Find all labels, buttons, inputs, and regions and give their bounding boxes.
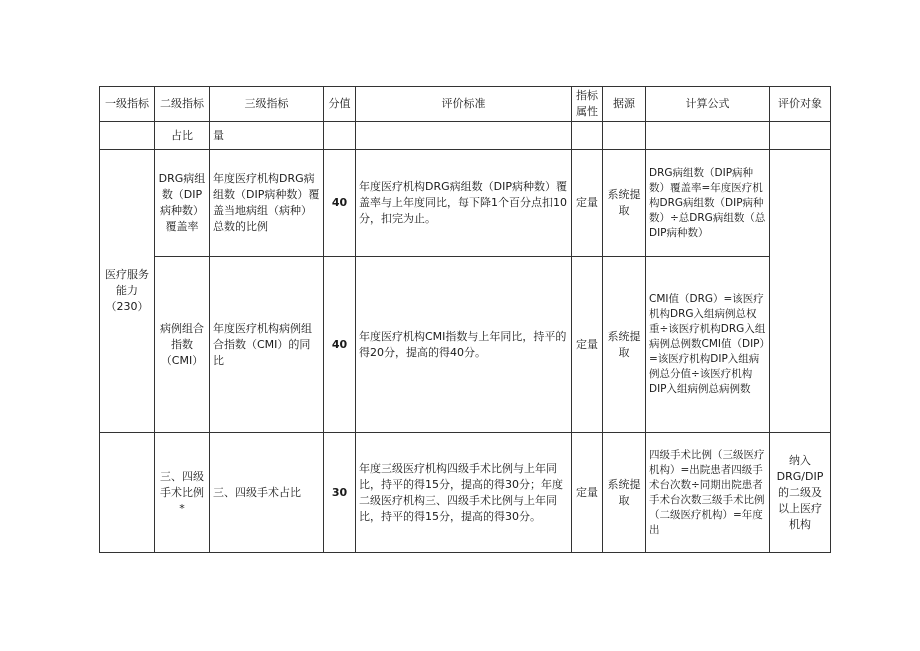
cell-formula: CMI值（DRG）=该医疗机构DRG入组病例总权重÷该医疗机构DRG入组病例总例数CMI值（DIP）=该医疗机构DIP入组病例总分值÷该医疗机构DIP入组病例总病例数 [646,257,770,433]
cell-source: 系统提取 [603,257,646,433]
header-standard: 评价标准 [356,87,572,122]
cell-attribute: 定量 [572,433,603,553]
cell-level2: DRG病组数（DIP病种数）覆盖率 [155,150,210,257]
header-score: 分值 [324,87,356,122]
header-formula: 计算公式 [646,87,770,122]
cell-empty [572,122,603,150]
cell-empty [100,122,155,150]
cell-standard: 年度医疗机构CMI指数与上年同比，持平的得20分，提高的得40分。 [356,257,572,433]
cell-empty [646,122,770,150]
cell-level2: 病例组合指数（CMI） [155,257,210,433]
cell-level2: 占比 [155,122,210,150]
cell-target: 纳入DRG/DIP的二级及以上医疗机构 [770,433,831,553]
cell-score: 30 [324,433,356,553]
cell-empty [770,122,831,150]
cell-empty [356,122,572,150]
cell-attribute: 定量 [572,150,603,257]
header-target: 评价对象 [770,87,831,122]
table-row [100,150,831,257]
cell-empty [100,433,155,553]
cell-source: 系统提取 [603,150,646,257]
header-source: 据源 [603,87,646,122]
header-row [100,87,831,122]
header-level2: 二级指标 [155,87,210,122]
cell-empty [324,122,356,150]
table-row [100,257,831,433]
cell-formula: DRG病组数（DIP病种数）覆盖率=年度医疗机构DRG病组数（DIP病种数）÷总DRG病组数（总DIP病种数） [646,150,770,257]
cell-standard: 年度医疗机构DRG病组数（DIP病种数）覆盖率与上年度同比，每下降1个百分点扣10分，扣完为止。 [356,150,572,257]
evaluation-table [99,86,831,553]
cell-attribute: 定量 [572,257,603,433]
cell-formula: 四级手术比例（三级医疗机构）=出院患者四级手术台次数÷同期出院患者手术台次数三级手术比例（二级医疗机构）=年度出 [646,433,770,553]
cell-level2: 三、四级手术比例* [155,433,210,553]
cell-target-empty [770,150,831,433]
header-level3: 三级指标 [210,87,324,122]
header-attribute: 指标属性 [572,87,603,122]
header-level1: 一级指标 [100,87,155,122]
cell-score: 40 [324,150,356,257]
cell-standard: 年度三级医疗机构四级手术比例与上年同比，持平的得15分，提高的得30分；年度二级医疗机构三、四级手术比例与上年同比，持平的得15分，提高的得30分。 [356,433,572,553]
cell-level3: 年度医疗机构病例组合指数（CMI）的同比 [210,257,324,433]
table-row [100,122,831,150]
cell-level3: 三、四级手术占比 [210,433,324,553]
cell-level3: 年度医疗机构DRG病组数（DIP病种数）覆盖当地病组（病种）总数的比例 [210,150,324,257]
table-row [100,433,831,553]
cell-score: 40 [324,257,356,433]
cell-empty [603,122,646,150]
cell-source: 系统提取 [603,433,646,553]
cell-level3: 量 [210,122,324,150]
cell-level1: 医疗服务能力（230） [100,150,155,433]
